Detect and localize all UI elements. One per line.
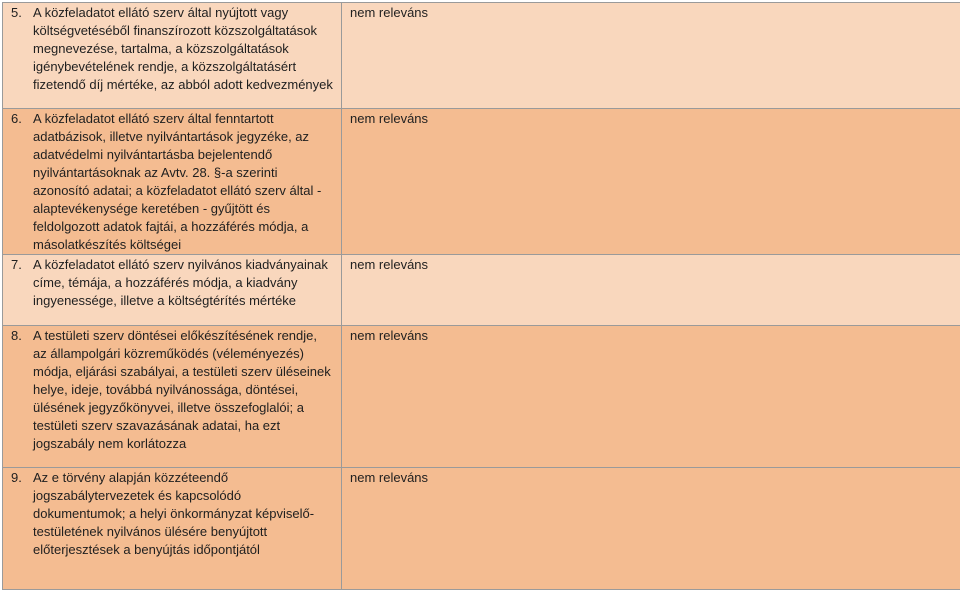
table-row xyxy=(3,109,960,255)
item-cell xyxy=(3,3,342,109)
item-cell xyxy=(3,109,342,255)
table-row xyxy=(3,3,960,109)
item-number: 8. xyxy=(11,328,22,343)
item-text: A testületi szerv döntései előkészítésének rendje, az állampolgári közreműködés (véleményezés) módja, eljárási szabályai, a testületi szerv üléseinek helye, ideje, továbbá nyilvánossága, döntései, ülésének jegyzőkönyvei, illetve összefoglalói; a testületi szerv szavazásának adatai, ha ezt jogszabály nem korlátozza xyxy=(33,328,331,451)
item-text: A közfeladatot ellátó szerv által fenntartott adatbázisok, illetve nyilvántartások jegyzéke, az adatvédelmi nyilvántartásba bejelentendő nyilvántartásoknak az Avtv. 28. §-a szerinti azonosító adatai; a közfeladatot ellátó szerv által - alaptevékenysége keretében - gyűjtött és feldolgozott adatok fajtái, a hozzáférés módja, a másolatkészítés költségei xyxy=(33,111,322,252)
status-text: nem releváns xyxy=(350,111,429,126)
status-cell xyxy=(342,255,960,326)
item-number: 6. xyxy=(11,111,22,126)
status-cell xyxy=(342,468,960,590)
status-cell xyxy=(342,326,960,468)
status-text: nem releváns xyxy=(350,470,429,485)
item-number: 9. xyxy=(11,470,22,485)
disclosure-table xyxy=(2,2,960,590)
status-text: nem releváns xyxy=(350,5,429,20)
table-row xyxy=(3,468,960,590)
item-cell xyxy=(3,468,342,590)
status-text: nem releváns xyxy=(350,257,429,272)
item-cell xyxy=(3,326,342,468)
item-cell xyxy=(3,255,342,326)
table-row xyxy=(3,255,960,326)
table-row xyxy=(3,326,960,468)
item-number: 7. xyxy=(11,257,22,272)
status-cell xyxy=(342,3,960,109)
item-number: 5. xyxy=(11,5,22,20)
status-text: nem releváns xyxy=(350,328,429,343)
item-text: A közfeladatot ellátó szerv nyilvános kiadványainak címe, témája, a hozzáférés módja, a kiadvány ingyenessége, illetve a költségtérítés mértéke xyxy=(33,257,328,308)
item-text: A közfeladatot ellátó szerv által nyújtott vagy költségvetéséből finanszírozott közszolgáltatások megnevezése, tartalma, a közszolgáltatások igénybevételének rendje, a közszolgáltatásért fizetendő díj mértéke, az abból adott kedvezmények xyxy=(33,5,333,92)
status-cell xyxy=(342,109,960,255)
item-text: Az e törvény alapján közzéteendő jogszabálytervezetek és kapcsolódó dokumentumok; a helyi önkormányzat képviselő-testületének nyilvános ülésére benyújtott előterjesztések a benyújtás időpontjától xyxy=(33,470,315,557)
